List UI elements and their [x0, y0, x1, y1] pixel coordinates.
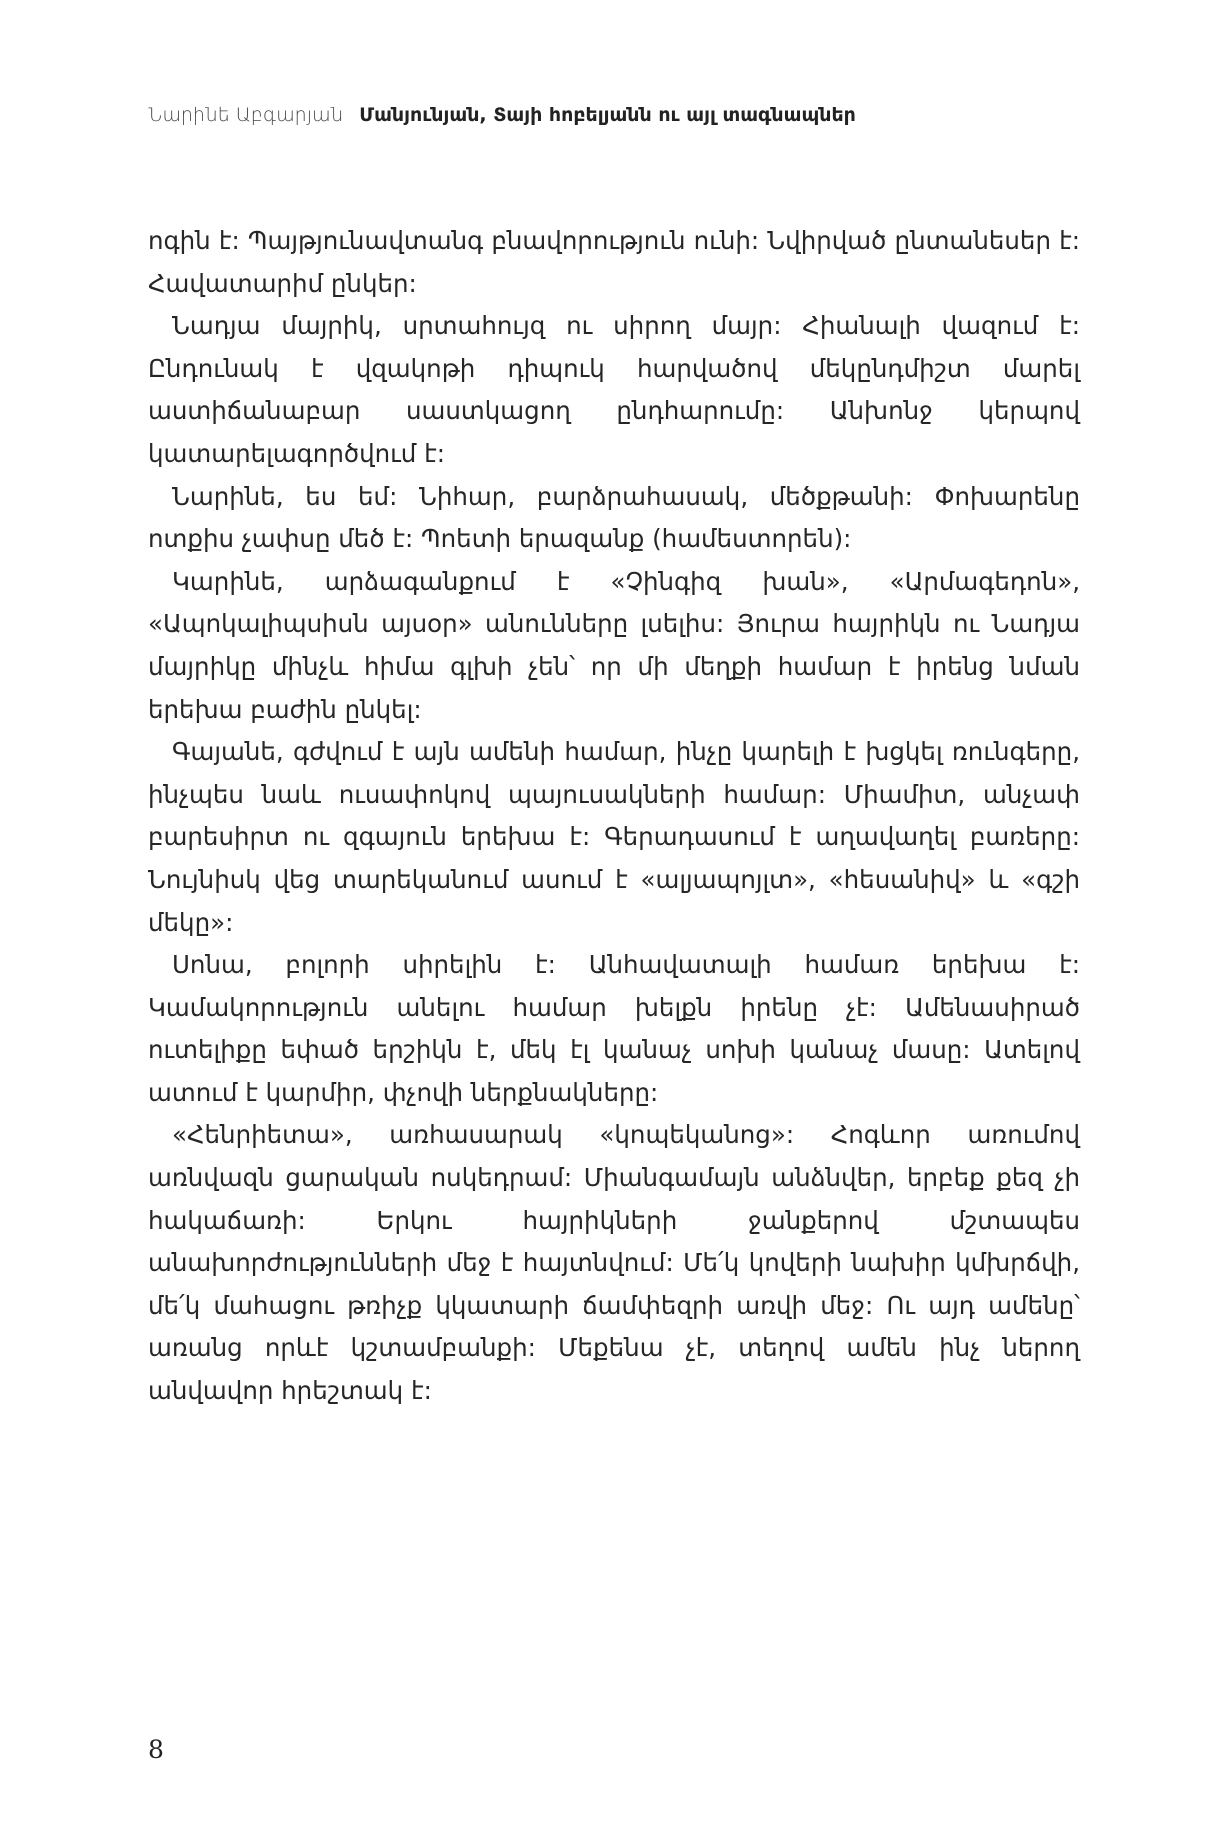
- page-number: 8: [148, 1735, 164, 1764]
- header-author: Նարինե Աբգարյան: [148, 104, 344, 126]
- paragraph-6: Սոնա, բոլորի սիրելին է: Անհավատալի համառ երեխա է: Կամակորություն անելու համար խելքն իրենը չէ: Ամենասիրած ուտելիքը եփած երշիկն է, մեկ էլ կանաչ սոխի կանաչ մասը: Ատելով ատում է կարմիր, փչովի ներքնակները:: [148, 950, 1080, 1107]
- paragraph-2: Նադյա մայրիկ, սրտահույզ ու սիրող մայր: Հիանալի վազում է: Ընդունակ է վզակոթի դիպուկ հարվածով մեկընդմիշտ մարել աստիճանաբար սաստկացող ընդհարումը: Անխոնջ կերպով կատարելագործվում է:: [148, 311, 1080, 468]
- body-text: [148, 220, 1080, 1413]
- running-header: [148, 104, 856, 126]
- paragraph-5: Գայանե, գժվում է այն ամենի համար, ինչը կարելի է խցկել ռունգերը, ինչպես նաև ուսափոկով պայուսակների համար: Միամիտ, անչափ բարեսիրտ ու զգայուն երեխա է: Գերադասում է աղավաղել բառերը: Նույնիսկ վեց տարեկանում ասում է «ալյապոյլտ», «հեսանիվ» և «գշի մեկը»:: [148, 737, 1080, 937]
- paragraph-7: «Հենրիետա», առհասարակ «կոպեկանոց»: Հոգևոր առումով առնվազն ցարական ոսկեդրամ: Միանգամայն անձնվեր, երբեք քեզ չի հակաճառի: Երկու հայրիկների ջանքերով մշտապես անախորժությունների մեջ է հայտնվում: Մե՛կ կովերի նախիր կմխրճվի, մե՛կ մահացու թռիչք կկատարի ճամփեզրի առվի մեջ: Ու այդ ամենը՝ առանց որևէ կշտամբանքի: Մեքենա չէ, տեղով ամեն ինչ ներող անվավոր հրեշտակ է:: [148, 1120, 1080, 1406]
- header-book-title: Մանյունյան, Տայի հոբելյանն ու այլ տագնապներ: [359, 104, 856, 126]
- paragraph-4: Կարինե, արձագանքում է «Չինգիզ խան», «Արմագեդոն», «Ապոկալիպսիսն այսօր» անունները լսելիս: Յուրա հայրիկն ու Նադյա մայրիկը մինչև հիմա գլխի չեն՝ որ մի մեղքի համար է իրենց նման երեխա բաժին ընկել:: [148, 566, 1080, 724]
- paragraph-3: Նարինե, ես եմ: Նիհար, բարձրահասակ, մեծքթանի: Փոխարենը ոտքիս չափսը մեծ է: Պոետի երազանք (համեստորեն):: [148, 481, 1080, 554]
- paragraph-1: ոգին է: Պայթյունավտանգ բնավորություն ունի: Նվիրված ընտանեսեր է: Հավատարիմ ընկեր:: [148, 226, 1080, 298]
